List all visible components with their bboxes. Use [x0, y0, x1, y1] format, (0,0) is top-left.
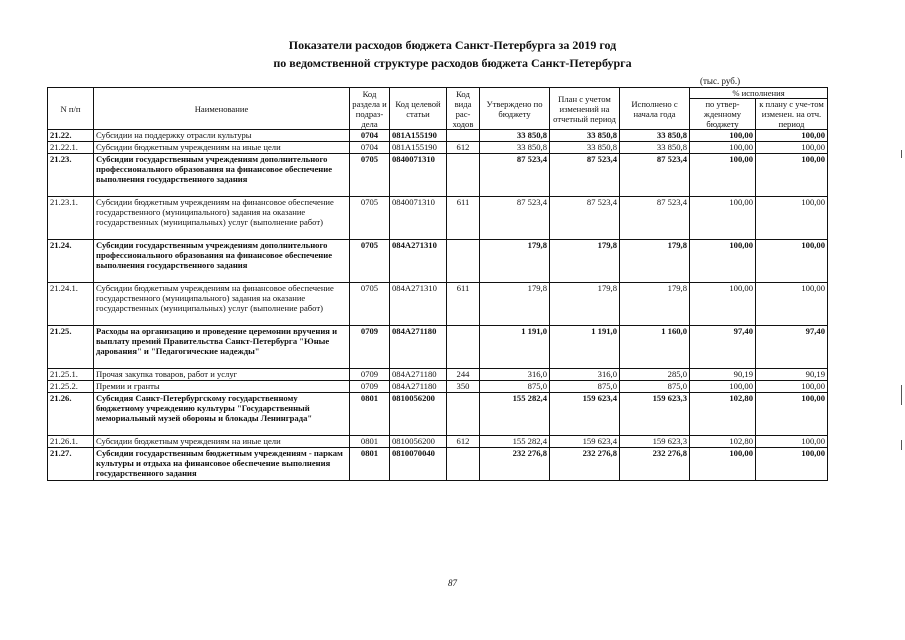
cell-approved: 33 850,8	[480, 142, 550, 154]
cell-plan: 33 850,8	[550, 142, 620, 154]
cell-pct-plan: 100,00	[756, 240, 828, 283]
cell-executed: 87 523,4	[620, 154, 690, 197]
cell-vr: 611	[447, 197, 480, 240]
cell-executed: 179,8	[620, 240, 690, 283]
cell-plan: 875,0	[550, 381, 620, 393]
table-row	[48, 130, 828, 142]
cell-razdel: 0801	[350, 448, 390, 481]
cell-cs: 0810056200	[390, 436, 447, 448]
cell-razdel: 0705	[350, 197, 390, 240]
cell-executed: 33 850,8	[620, 142, 690, 154]
cell-cs: 0840071310	[390, 197, 447, 240]
cell-razdel: 0705	[350, 283, 390, 326]
cell-pct-approved: 100,00	[690, 283, 756, 326]
cell-pct-approved: 100,00	[690, 142, 756, 154]
cell-cs: 084A271180	[390, 326, 447, 369]
cell-razdel: 0801	[350, 393, 390, 436]
table-row	[48, 381, 828, 393]
cell-plan: 159 623,4	[550, 393, 620, 436]
cell-num: 21.25.2.	[48, 381, 94, 393]
cell-num: 21.25.1.	[48, 369, 94, 381]
cell-name: Субсидии на поддержку отрасли культуры	[94, 130, 350, 142]
cell-approved: 33 850,8	[480, 130, 550, 142]
cell-approved: 1 191,0	[480, 326, 550, 369]
scan-mark	[901, 150, 902, 158]
cell-name: Субсидии бюджетным учреждениям на иные цели	[94, 436, 350, 448]
cell-plan: 87 523,4	[550, 154, 620, 197]
header-razdel: Код раздела и подраз-дела	[350, 88, 390, 130]
cell-cs: 084A271180	[390, 369, 447, 381]
table-row	[48, 154, 828, 197]
cell-vr: 244	[447, 369, 480, 381]
cell-vr	[447, 448, 480, 481]
cell-plan: 232 276,8	[550, 448, 620, 481]
document-title-line1: Показатели расходов бюджета Санкт-Петербурга за 2019 год	[288, 38, 617, 52]
cell-name: Субсидии государственным бюджетным учреждениям - паркам культуры и отдыха на финансовое обеспечение выполнения государственного задания	[94, 448, 350, 481]
table-row	[48, 326, 828, 369]
cell-pct-approved: 100,00	[690, 381, 756, 393]
cell-cs: 081A155190	[390, 142, 447, 154]
cell-pct-approved: 100,00	[690, 448, 756, 481]
cell-razdel: 0704	[350, 142, 390, 154]
cell-pct-plan: 100,00	[756, 448, 828, 481]
cell-pct-plan: 100,00	[756, 130, 828, 142]
cell-executed: 179,8	[620, 283, 690, 326]
cell-cs: 0810056200	[390, 393, 447, 436]
header-plan: План с учетом изменений на отчетный период	[550, 88, 620, 130]
cell-vr: 350	[447, 381, 480, 393]
cell-num: 21.27.	[48, 448, 94, 481]
cell-name: Субсидии государственным учреждениям дополнительного профессионального образования на финансовое обеспечение выполнения государственного задания	[94, 240, 350, 283]
cell-vr	[447, 154, 480, 197]
cell-executed: 33 850,8	[620, 130, 690, 142]
cell-vr	[447, 240, 480, 283]
units-label: (тыс. руб.)	[700, 76, 741, 86]
scan-mark	[901, 440, 902, 450]
cell-approved: 316,0	[480, 369, 550, 381]
cell-cs: 084A271180	[390, 381, 447, 393]
cell-pct-approved: 90,19	[690, 369, 756, 381]
cell-razdel: 0801	[350, 436, 390, 448]
cell-razdel: 0704	[350, 130, 390, 142]
header-name: Наименование	[94, 88, 350, 130]
cell-razdel: 0709	[350, 369, 390, 381]
cell-pct-plan: 100,00	[756, 436, 828, 448]
cell-name: Субсидии государственным учреждениям дополнительного профессионального образования на финансовое обеспечение выполнения государственного задания	[94, 154, 350, 197]
cell-approved: 87 523,4	[480, 197, 550, 240]
cell-num: 21.23.	[48, 154, 94, 197]
cell-razdel: 0709	[350, 326, 390, 369]
cell-razdel: 0709	[350, 381, 390, 393]
table-row	[48, 393, 828, 436]
cell-name: Прочая закупка товаров, работ и услуг	[94, 369, 350, 381]
cell-razdel: 0705	[350, 154, 390, 197]
cell-plan: 1 191,0	[550, 326, 620, 369]
cell-approved: 232 276,8	[480, 448, 550, 481]
cell-name: Субсидия Санкт-Петербургскому государственному бюджетному учреждению культуры "Государственный мемориальный музей обороны и блокады Ленинграда"	[94, 393, 350, 436]
cell-num: 21.26.1.	[48, 436, 94, 448]
cell-pct-plan: 100,00	[756, 142, 828, 154]
cell-approved: 155 282,4	[480, 393, 550, 436]
cell-executed: 285,0	[620, 369, 690, 381]
cell-pct-plan: 100,00	[756, 197, 828, 240]
cell-plan: 159 623,4	[550, 436, 620, 448]
table-row	[48, 197, 828, 240]
header-executed: Исполнено с начала года	[620, 88, 690, 130]
cell-executed: 159 623,3	[620, 436, 690, 448]
table-row	[48, 142, 828, 154]
cell-name: Субсидии бюджетным учреждениям на финансовое обеспечение государственного (муниципального) задания на оказание государственных (муниципальных) услуг (выполнение работ)	[94, 283, 350, 326]
cell-pct-approved: 97,40	[690, 326, 756, 369]
header-num: N п/п	[48, 88, 94, 130]
cell-name: Премии и гранты	[94, 381, 350, 393]
cell-pct-approved: 102,80	[690, 436, 756, 448]
cell-name: Субсидии бюджетным учреждениям на иные цели	[94, 142, 350, 154]
cell-vr	[447, 130, 480, 142]
cell-num: 21.23.1.	[48, 197, 94, 240]
header-pct-approved: по утвер-жденному бюджету	[690, 99, 756, 130]
cell-num: 21.26.	[48, 393, 94, 436]
cell-pct-plan: 90,19	[756, 369, 828, 381]
cell-cs: 084A271310	[390, 240, 447, 283]
cell-plan: 87 523,4	[550, 197, 620, 240]
cell-vr: 611	[447, 283, 480, 326]
cell-pct-approved: 102,80	[690, 393, 756, 436]
table-row	[48, 283, 828, 326]
budget-table	[47, 87, 828, 481]
cell-pct-approved: 100,00	[690, 197, 756, 240]
cell-num: 21.22.	[48, 130, 94, 142]
scan-mark	[901, 385, 902, 405]
header-pct-plan: к плану с уче-том изменен. на отч. период	[756, 99, 828, 130]
cell-num: 21.24.	[48, 240, 94, 283]
cell-pct-approved: 100,00	[690, 154, 756, 197]
table-row	[48, 240, 828, 283]
cell-approved: 155 282,4	[480, 436, 550, 448]
cell-cs: 084A271310	[390, 283, 447, 326]
header-cs: Код целевой статьи	[390, 88, 447, 130]
cell-executed: 232 276,8	[620, 448, 690, 481]
cell-pct-plan: 100,00	[756, 381, 828, 393]
cell-executed: 1 160,0	[620, 326, 690, 369]
cell-razdel: 0705	[350, 240, 390, 283]
cell-pct-approved: 100,00	[690, 240, 756, 283]
cell-cs: 0810070040	[390, 448, 447, 481]
header-approved: Утверждено по бюджету	[480, 88, 550, 130]
cell-plan: 316,0	[550, 369, 620, 381]
page-number: 87	[448, 578, 457, 588]
cell-num: 21.22.1.	[48, 142, 94, 154]
cell-pct-plan: 97,40	[756, 326, 828, 369]
cell-approved: 179,8	[480, 240, 550, 283]
cell-executed: 159 623,3	[620, 393, 690, 436]
header-row-1	[48, 88, 828, 99]
cell-vr: 612	[447, 436, 480, 448]
cell-vr	[447, 326, 480, 369]
cell-vr	[447, 393, 480, 436]
cell-pct-plan: 100,00	[756, 393, 828, 436]
cell-pct-plan: 100,00	[756, 154, 828, 197]
cell-approved: 179,8	[480, 283, 550, 326]
cell-name: Расходы на организацию и проведение церемонии вручения и выплату премий Правительства Санкт-Петербурга "Юные дарования" и "Педагогические надежды"	[94, 326, 350, 369]
header-vr: Код вида рас-ходов	[447, 88, 480, 130]
cell-approved: 875,0	[480, 381, 550, 393]
cell-num: 21.25.	[48, 326, 94, 369]
document-title-line2: по ведомственной структуре расходов бюджета Санкт-Петербурга	[273, 56, 632, 70]
cell-plan: 179,8	[550, 240, 620, 283]
cell-pct-approved: 100,00	[690, 130, 756, 142]
header-pct-group: % исполнения	[690, 88, 828, 99]
cell-plan: 179,8	[550, 283, 620, 326]
cell-plan: 33 850,8	[550, 130, 620, 142]
cell-cs: 0840071310	[390, 154, 447, 197]
cell-approved: 87 523,4	[480, 154, 550, 197]
cell-cs: 081A155190	[390, 130, 447, 142]
cell-executed: 875,0	[620, 381, 690, 393]
cell-num: 21.24.1.	[48, 283, 94, 326]
cell-pct-plan: 100,00	[756, 283, 828, 326]
table-row	[48, 448, 828, 481]
cell-name: Субсидии бюджетным учреждениям на финансовое обеспечение государственного (муниципального) задания на оказание государственных (муниципальных) услуг (выполнение работ)	[94, 197, 350, 240]
table-row	[48, 369, 828, 381]
cell-vr: 612	[447, 142, 480, 154]
table-row	[48, 436, 828, 448]
cell-executed: 87 523,4	[620, 197, 690, 240]
